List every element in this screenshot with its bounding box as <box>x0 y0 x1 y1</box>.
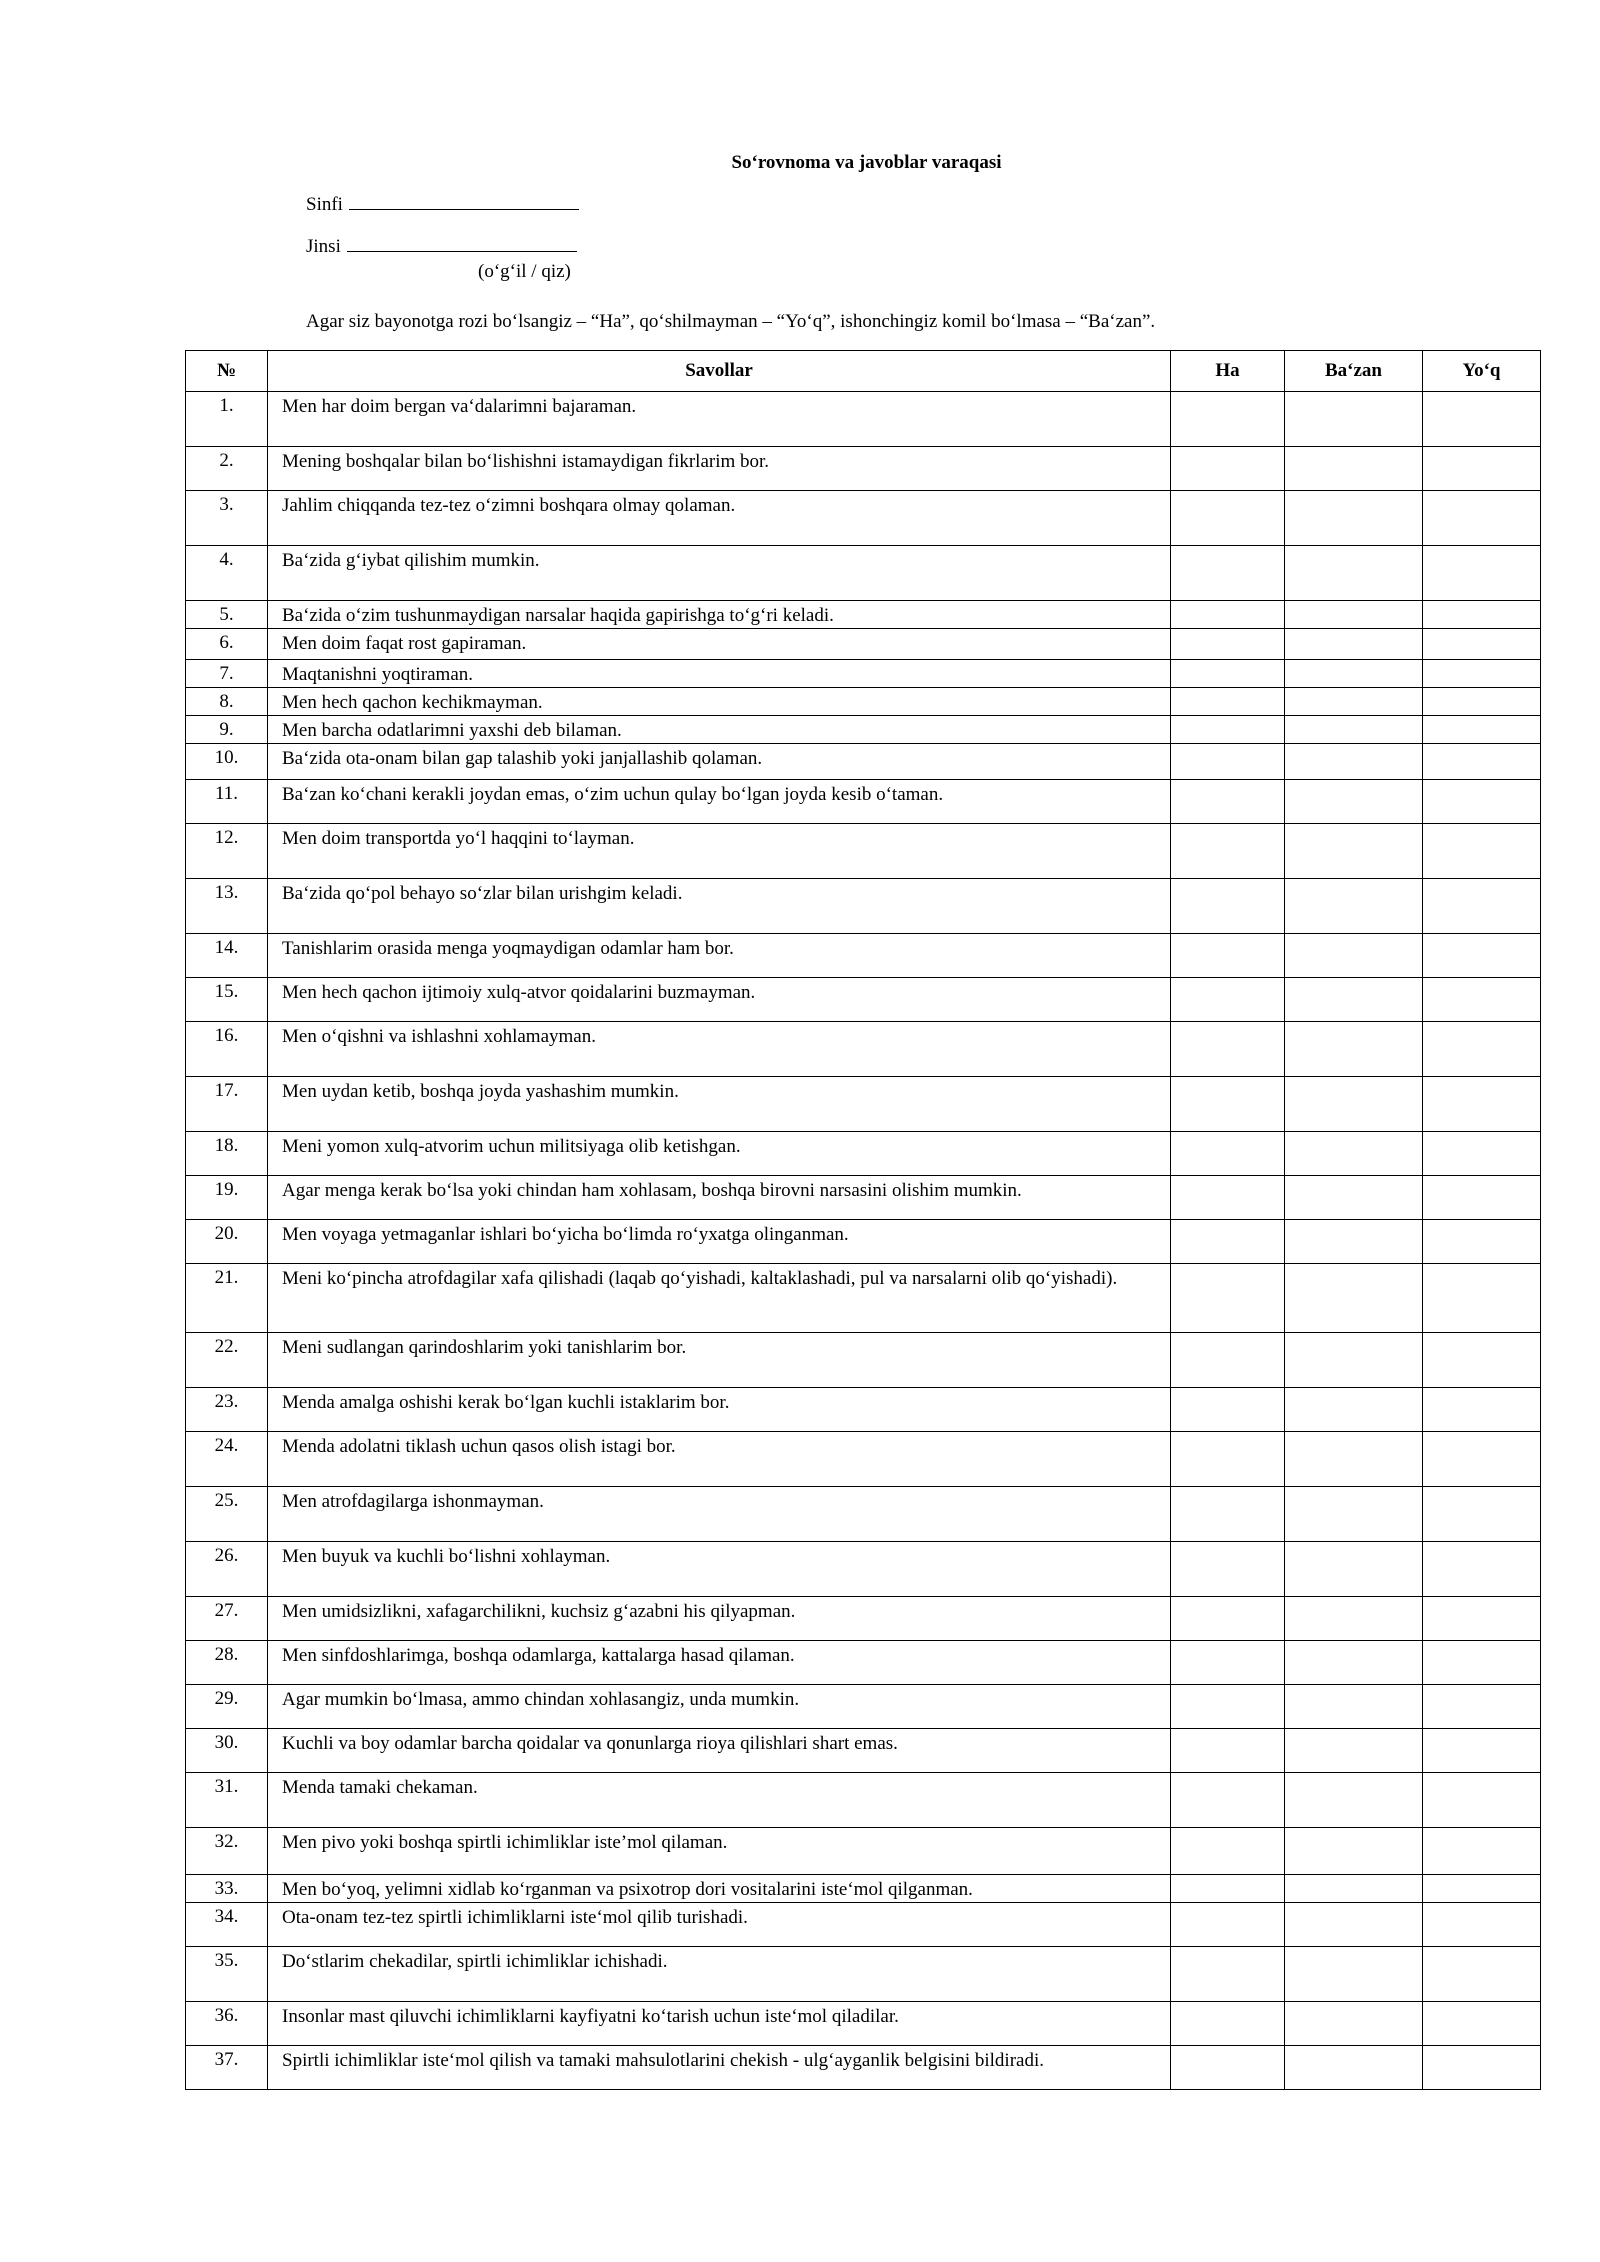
answer-no-cell[interactable] <box>1423 879 1541 934</box>
question-text: Kuchli va boy odamlar barcha qoidalar va qonunlarga rioya qilishlari shart emas. <box>268 1729 1171 1773</box>
question-text: Meni yomon xulq-atvorim uchun militsiyaga olib ketishgan. <box>268 1132 1171 1176</box>
answer-yes-cell[interactable] <box>1171 978 1285 1022</box>
question-number: 37. <box>186 2046 268 2090</box>
question-text: Men voyaga yetmaganlar ishlari bo‘yicha bo‘limda ro‘yxatga olinganman. <box>268 1220 1171 1264</box>
gender-label: Jinsi <box>306 236 341 257</box>
question-number: 5. <box>186 601 268 629</box>
table-row <box>186 1729 1541 1773</box>
table-row <box>186 1264 1541 1333</box>
question-number: 21. <box>186 1264 268 1333</box>
answer-no-cell[interactable] <box>1423 744 1541 780</box>
answer-yes-cell[interactable] <box>1171 1432 1285 1487</box>
answer-sometimes-cell[interactable] <box>1285 780 1423 824</box>
answer-sometimes-cell[interactable] <box>1285 601 1423 629</box>
gender-blank-line[interactable] <box>347 235 577 252</box>
answer-yes-cell[interactable] <box>1171 392 1285 447</box>
question-number: 7. <box>186 660 268 688</box>
table-row <box>186 780 1541 824</box>
question-text: Ba‘zida ota-onam bilan gap talashib yoki janjallashib qolaman. <box>268 744 1171 780</box>
question-number: 4. <box>186 546 268 601</box>
question-number: 8. <box>186 688 268 716</box>
answer-sometimes-cell[interactable] <box>1285 1220 1423 1264</box>
answer-yes-cell[interactable] <box>1171 780 1285 824</box>
question-text: Do‘stlarim chekadilar, spirtli ichimliklar ichishadi. <box>268 1947 1171 2002</box>
question-text: Men doim faqat rost gapiraman. <box>268 629 1171 660</box>
answer-no-cell[interactable] <box>1423 629 1541 660</box>
answer-yes-cell[interactable] <box>1171 1641 1285 1685</box>
answer-yes-cell[interactable] <box>1171 1022 1285 1077</box>
question-number: 29. <box>186 1685 268 1729</box>
question-number: 26. <box>186 1542 268 1597</box>
question-text: Ba‘zida qo‘pol behayo so‘zlar bilan urishgim keladi. <box>268 879 1171 934</box>
question-number: 13. <box>186 879 268 934</box>
answer-sometimes-cell[interactable] <box>1285 447 1423 491</box>
answer-yes-cell[interactable] <box>1171 1333 1285 1388</box>
answer-no-cell[interactable] <box>1423 1641 1541 1685</box>
question-number: 22. <box>186 1333 268 1388</box>
question-number: 36. <box>186 2002 268 2046</box>
question-text: Tanishlarim orasida menga yoqmaydigan odamlar ham bor. <box>268 934 1171 978</box>
class-label: Sinfi <box>306 194 343 215</box>
answer-yes-cell[interactable] <box>1171 1264 1285 1333</box>
answer-no-cell[interactable] <box>1423 1333 1541 1388</box>
answer-sometimes-cell[interactable] <box>1285 716 1423 744</box>
answer-yes-cell[interactable] <box>1171 1132 1285 1176</box>
answer-sometimes-cell[interactable] <box>1285 629 1423 660</box>
question-number: 11. <box>186 780 268 824</box>
question-text: Men har doim bergan va‘dalarimni bajaraman. <box>268 392 1171 447</box>
answer-no-cell[interactable] <box>1423 688 1541 716</box>
answer-yes-cell[interactable] <box>1171 744 1285 780</box>
header-number: № <box>186 351 268 392</box>
table-row <box>186 601 1541 629</box>
table-header-row <box>186 351 1541 392</box>
question-text: Jahlim chiqqanda tez-tez o‘zimni boshqara olmay qolaman. <box>268 491 1171 546</box>
answer-sometimes-cell[interactable] <box>1285 392 1423 447</box>
question-number: 2. <box>186 447 268 491</box>
question-text: Men hech qachon kechikmayman. <box>268 688 1171 716</box>
answer-sometimes-cell[interactable] <box>1285 1176 1423 1220</box>
answer-no-cell[interactable] <box>1423 1022 1541 1077</box>
question-text: Ba‘zan ko‘chani kerakli joydan emas, o‘zim uchun qulay bo‘lgan joyda kesib o‘taman. <box>268 780 1171 824</box>
answer-no-cell[interactable] <box>1423 2046 1541 2090</box>
survey-table-body <box>186 392 1541 2090</box>
question-text: Insonlar mast qiluvchi ichimliklarni kayfiyatni ko‘tarish uchun iste‘mol qiladilar. <box>268 2002 1171 2046</box>
instruction-text: Agar siz bayonotga rozi bo‘lsangiz – “Ha”, qo‘shilmayman – “Yo‘q”, ishonchingiz komil bo‘lmasa – “Ba‘zan”. <box>306 311 1156 332</box>
answer-sometimes-cell[interactable] <box>1285 1947 1423 2002</box>
question-text: Men barcha odatlarimni yaxshi deb bilaman. <box>268 716 1171 744</box>
survey-table <box>185 350 1541 2090</box>
answer-sometimes-cell[interactable] <box>1285 1773 1423 1828</box>
question-text: Ota-onam tez-tez spirtli ichimliklarni iste‘mol qilib turishadi. <box>268 1903 1171 1947</box>
answer-no-cell[interactable] <box>1423 1432 1541 1487</box>
header-no: Yo‘q <box>1423 351 1541 392</box>
question-number: 20. <box>186 1220 268 1264</box>
answer-sometimes-cell[interactable] <box>1285 491 1423 546</box>
table-row <box>186 2046 1541 2090</box>
answer-no-cell[interactable] <box>1423 1828 1541 1875</box>
answer-sometimes-cell[interactable] <box>1285 1487 1423 1542</box>
table-row <box>186 1022 1541 1077</box>
answer-yes-cell[interactable] <box>1171 1542 1285 1597</box>
header-sometimes: Ba‘zan <box>1285 351 1423 392</box>
table-row <box>186 546 1541 601</box>
answer-sometimes-cell[interactable] <box>1285 1542 1423 1597</box>
question-text: Meni sudlangan qarindoshlarim yoki tanishlarim bor. <box>268 1333 1171 1388</box>
answer-yes-cell[interactable] <box>1171 1903 1285 1947</box>
question-number: 33. <box>186 1875 268 1903</box>
table-row <box>186 978 1541 1022</box>
question-text: Spirtli ichimliklar iste‘mol qilish va tamaki mahsulotlarini chekish - ulg‘ayganlik belgisini bildiradi. <box>268 2046 1171 2090</box>
question-text: Maqtanishni yoqtiraman. <box>268 660 1171 688</box>
table-row <box>186 2002 1541 2046</box>
table-row <box>186 1903 1541 1947</box>
answer-yes-cell[interactable] <box>1171 629 1285 660</box>
question-text: Men buyuk va kuchli bo‘lishni xohlayman. <box>268 1542 1171 1597</box>
answer-yes-cell[interactable] <box>1171 1597 1285 1641</box>
table-row <box>186 879 1541 934</box>
answer-yes-cell[interactable] <box>1171 2002 1285 2046</box>
answer-yes-cell[interactable] <box>1171 1685 1285 1729</box>
question-number: 28. <box>186 1641 268 1685</box>
answer-no-cell[interactable] <box>1423 1388 1541 1432</box>
question-number: 34. <box>186 1903 268 1947</box>
table-row <box>186 447 1541 491</box>
answer-sometimes-cell[interactable] <box>1285 1264 1423 1333</box>
table-row <box>186 491 1541 546</box>
answer-yes-cell[interactable] <box>1171 716 1285 744</box>
question-number: 30. <box>186 1729 268 1773</box>
answer-no-cell[interactable] <box>1423 491 1541 546</box>
answer-sometimes-cell[interactable] <box>1285 546 1423 601</box>
answer-sometimes-cell[interactable] <box>1285 688 1423 716</box>
answer-no-cell[interactable] <box>1423 1487 1541 1542</box>
question-text: Menda amalga oshishi kerak bo‘lgan kuchli istaklarim bor. <box>268 1388 1171 1432</box>
table-row <box>186 716 1541 744</box>
answer-no-cell[interactable] <box>1423 546 1541 601</box>
answer-sometimes-cell[interactable] <box>1285 1432 1423 1487</box>
question-number: 9. <box>186 716 268 744</box>
question-number: 6. <box>186 629 268 660</box>
question-text: Menda adolatni tiklash uchun qasos olish istagi bor. <box>268 1432 1171 1487</box>
table-row <box>186 1542 1541 1597</box>
question-text: Men doim transportda yo‘l haqqini to‘layman. <box>268 824 1171 879</box>
table-row <box>186 934 1541 978</box>
answer-sometimes-cell[interactable] <box>1285 1333 1423 1388</box>
question-number: 25. <box>186 1487 268 1542</box>
table-row <box>186 1875 1541 1903</box>
question-number: 15. <box>186 978 268 1022</box>
answer-yes-cell[interactable] <box>1171 1729 1285 1773</box>
table-row <box>186 1432 1541 1487</box>
answer-yes-cell[interactable] <box>1171 1875 1285 1903</box>
question-number: 18. <box>186 1132 268 1176</box>
answer-no-cell[interactable] <box>1423 1903 1541 1947</box>
question-text: Men atrofdagilarga ishonmayman. <box>268 1487 1171 1542</box>
question-text: Meni ko‘pincha atrofdagilar xafa qilishadi (laqab qo‘yishadi, kaltaklashadi, pul va narsalarni olib qo‘yishadi). <box>268 1264 1171 1333</box>
question-text: Men pivo yoki boshqa spirtli ichimliklar iste’mol qilaman. <box>268 1828 1171 1875</box>
answer-sometimes-cell[interactable] <box>1285 879 1423 934</box>
answer-sometimes-cell[interactable] <box>1285 2046 1423 2090</box>
answer-sometimes-cell[interactable] <box>1285 1022 1423 1077</box>
table-row <box>186 629 1541 660</box>
answer-no-cell[interactable] <box>1423 2002 1541 2046</box>
question-text: Men sinfdoshlarimga, boshqa odamlarga, kattalarga hasad qilaman. <box>268 1641 1171 1685</box>
question-number: 27. <box>186 1597 268 1641</box>
answer-sometimes-cell[interactable] <box>1285 934 1423 978</box>
answer-no-cell[interactable] <box>1423 1264 1541 1333</box>
question-number: 10. <box>186 744 268 780</box>
answer-no-cell[interactable] <box>1423 1875 1541 1903</box>
answer-no-cell[interactable] <box>1423 1773 1541 1828</box>
answer-no-cell[interactable] <box>1423 1685 1541 1729</box>
question-text: Mening boshqalar bilan bo‘lishishni istamaydigan fikrlarim bor. <box>268 447 1171 491</box>
answer-yes-cell[interactable] <box>1171 1828 1285 1875</box>
answer-yes-cell[interactable] <box>1171 660 1285 688</box>
answer-no-cell[interactable] <box>1423 1077 1541 1132</box>
question-number: 17. <box>186 1077 268 1132</box>
question-number: 1. <box>186 392 268 447</box>
answer-no-cell[interactable] <box>1423 392 1541 447</box>
answer-yes-cell[interactable] <box>1171 1176 1285 1220</box>
question-number: 12. <box>186 824 268 879</box>
question-text: Agar mumkin bo‘lmasa, ammo chindan xohlasangiz, unda mumkin. <box>268 1685 1171 1729</box>
table-row <box>186 1597 1541 1641</box>
answer-no-cell[interactable] <box>1423 934 1541 978</box>
question-number: 16. <box>186 1022 268 1077</box>
table-row <box>186 1132 1541 1176</box>
answer-yes-cell[interactable] <box>1171 688 1285 716</box>
answer-yes-cell[interactable] <box>1171 879 1285 934</box>
table-row <box>186 1077 1541 1132</box>
answer-sometimes-cell[interactable] <box>1285 744 1423 780</box>
answer-sometimes-cell[interactable] <box>1285 1641 1423 1685</box>
question-text: Menda tamaki chekaman. <box>268 1773 1171 1828</box>
question-text: Men hech qachon ijtimoiy xulq-atvor qoidalarini buzmayman. <box>268 978 1171 1022</box>
question-number: 31. <box>186 1773 268 1828</box>
table-row <box>186 1388 1541 1432</box>
table-row <box>186 1685 1541 1729</box>
table-row <box>186 1641 1541 1685</box>
answer-yes-cell[interactable] <box>1171 447 1285 491</box>
table-row <box>186 1773 1541 1828</box>
answer-no-cell[interactable] <box>1423 1542 1541 1597</box>
table-row <box>186 744 1541 780</box>
question-text: Ba‘zida o‘zim tushunmaydigan narsalar haqida gapirishga to‘g‘ri keladi. <box>268 601 1171 629</box>
page-title: So‘rovnoma va javoblar varaqasi <box>731 152 1002 173</box>
answer-sometimes-cell[interactable] <box>1285 660 1423 688</box>
answer-no-cell[interactable] <box>1423 1597 1541 1641</box>
gender-field <box>306 235 577 258</box>
question-text: Men bo‘yoq, yelimni xidlab ko‘rganman va psixotrop dori vositalarini iste‘mol qilganman. <box>268 1875 1171 1903</box>
answer-no-cell[interactable] <box>1423 1220 1541 1264</box>
answer-no-cell[interactable] <box>1423 824 1541 879</box>
answer-sometimes-cell[interactable] <box>1285 1875 1423 1903</box>
question-number: 23. <box>186 1388 268 1432</box>
answer-sometimes-cell[interactable] <box>1285 1685 1423 1729</box>
answer-yes-cell[interactable] <box>1171 934 1285 978</box>
table-row <box>186 1333 1541 1388</box>
gender-hint: (o‘g‘il / qiz) <box>478 261 571 282</box>
question-text: Men uydan ketib, boshqa joyda yashashim mumkin. <box>268 1077 1171 1132</box>
question-text: Ba‘zida g‘iybat qilishim mumkin. <box>268 546 1171 601</box>
question-number: 14. <box>186 934 268 978</box>
answer-yes-cell[interactable] <box>1171 1220 1285 1264</box>
answer-yes-cell[interactable] <box>1171 601 1285 629</box>
answer-sometimes-cell[interactable] <box>1285 1903 1423 1947</box>
answer-no-cell[interactable] <box>1423 601 1541 629</box>
table-row <box>186 824 1541 879</box>
answer-yes-cell[interactable] <box>1171 491 1285 546</box>
class-field <box>306 193 579 216</box>
answer-sometimes-cell[interactable] <box>1285 978 1423 1022</box>
question-number: 35. <box>186 1947 268 2002</box>
answer-yes-cell[interactable] <box>1171 2046 1285 2090</box>
table-row <box>186 1947 1541 2002</box>
answer-no-cell[interactable] <box>1423 780 1541 824</box>
answer-no-cell[interactable] <box>1423 447 1541 491</box>
answer-no-cell[interactable] <box>1423 716 1541 744</box>
question-text: Men umidsizlikni, xafagarchilikni, kuchsiz g‘azabni his qilyapman. <box>268 1597 1171 1641</box>
question-number: 3. <box>186 491 268 546</box>
answer-sometimes-cell[interactable] <box>1285 1077 1423 1132</box>
question-number: 19. <box>186 1176 268 1220</box>
answer-sometimes-cell[interactable] <box>1285 824 1423 879</box>
answer-yes-cell[interactable] <box>1171 1388 1285 1432</box>
answer-no-cell[interactable] <box>1423 660 1541 688</box>
answer-no-cell[interactable] <box>1423 1947 1541 2002</box>
answer-yes-cell[interactable] <box>1171 1947 1285 2002</box>
answer-yes-cell[interactable] <box>1171 1487 1285 1542</box>
table-row <box>186 1828 1541 1875</box>
table-row <box>186 660 1541 688</box>
question-number: 24. <box>186 1432 268 1487</box>
header-yes: Ha <box>1171 351 1285 392</box>
answer-sometimes-cell[interactable] <box>1285 1597 1423 1641</box>
answer-no-cell[interactable] <box>1423 1176 1541 1220</box>
answer-sometimes-cell[interactable] <box>1285 1828 1423 1875</box>
answer-sometimes-cell[interactable] <box>1285 2002 1423 2046</box>
class-blank-line[interactable] <box>349 193 579 210</box>
table-row <box>186 392 1541 447</box>
answer-sometimes-cell[interactable] <box>1285 1132 1423 1176</box>
answer-no-cell[interactable] <box>1423 978 1541 1022</box>
answer-yes-cell[interactable] <box>1171 1773 1285 1828</box>
question-text: Men o‘qishni va ishlashni xohlamayman. <box>268 1022 1171 1077</box>
question-number: 32. <box>186 1828 268 1875</box>
question-text: Agar menga kerak bo‘lsa yoki chindan ham xohlasam, boshqa birovni narsasini olishim mumkin. <box>268 1176 1171 1220</box>
answer-yes-cell[interactable] <box>1171 824 1285 879</box>
table-row <box>186 1487 1541 1542</box>
answer-yes-cell[interactable] <box>1171 546 1285 601</box>
answer-sometimes-cell[interactable] <box>1285 1388 1423 1432</box>
answer-yes-cell[interactable] <box>1171 1077 1285 1132</box>
header-questions: Savollar <box>268 351 1171 392</box>
table-row <box>186 688 1541 716</box>
answer-no-cell[interactable] <box>1423 1729 1541 1773</box>
table-row <box>186 1176 1541 1220</box>
table-row <box>186 1220 1541 1264</box>
answer-no-cell[interactable] <box>1423 1132 1541 1176</box>
answer-sometimes-cell[interactable] <box>1285 1729 1423 1773</box>
